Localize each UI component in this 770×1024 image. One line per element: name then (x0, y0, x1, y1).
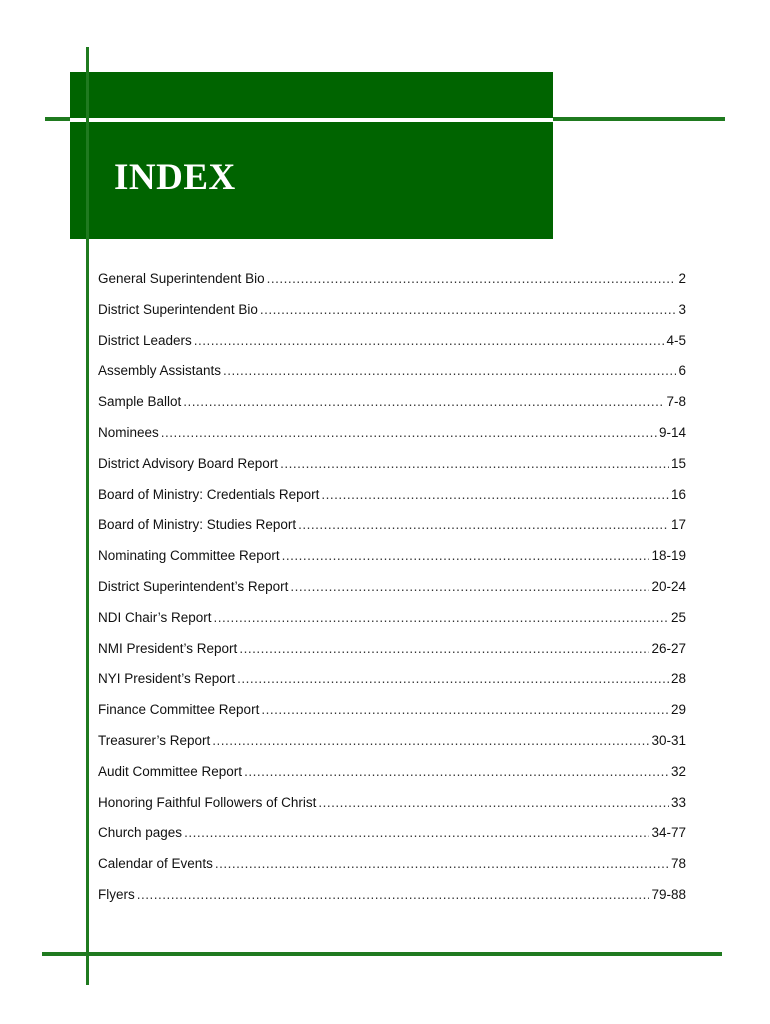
toc-leader-dots (298, 517, 669, 532)
toc-leader-dots (318, 795, 669, 810)
top-rule-right (553, 117, 725, 121)
toc-entry-label: Nominees (98, 424, 159, 440)
toc-entry-label: Honoring Faithful Followers of Christ (98, 794, 317, 810)
toc-entry[interactable] (98, 733, 686, 764)
toc-entry[interactable] (98, 302, 686, 333)
toc-leader-dots (280, 456, 669, 471)
toc-entry-page: 16 (670, 486, 686, 502)
toc-entry[interactable] (98, 887, 686, 918)
toc-entry-page: 26-27 (651, 640, 686, 656)
toc-entry-label: Sample Ballot (98, 394, 182, 410)
toc-entry-page: 29 (670, 702, 686, 718)
toc-entry-label: Calendar of Events (98, 856, 213, 872)
toc-entry[interactable] (98, 394, 686, 425)
toc-leader-dots (183, 394, 664, 409)
toc-leader-dots (237, 671, 669, 686)
toc-entry-page: 28 (670, 671, 686, 687)
toc-entry-label: District Advisory Board Report (98, 455, 279, 471)
toc-entry-page: 18-19 (651, 548, 686, 564)
toc-leader-dots (282, 548, 650, 563)
vertical-rule (86, 47, 89, 985)
toc-entry-page: 6 (678, 363, 686, 379)
toc-entry-page: 17 (670, 517, 686, 533)
toc-entry-page: 79-88 (651, 886, 686, 902)
toc-entry-label: Audit Committee Report (98, 763, 243, 779)
toc-leader-dots (137, 887, 650, 902)
toc-entry[interactable] (98, 517, 686, 548)
toc-entry-page: 34-77 (651, 825, 686, 841)
toc-leader-dots (184, 825, 649, 840)
toc-entry[interactable] (98, 825, 686, 856)
toc-leader-dots (260, 302, 677, 317)
bottom-rule (42, 952, 722, 956)
toc-entry-label: Nominating Committee Report (98, 548, 280, 564)
toc-leader-dots (244, 764, 669, 779)
toc-entry[interactable] (98, 333, 686, 364)
toc-entry-page: 32 (670, 763, 686, 779)
toc-entry[interactable] (98, 271, 686, 302)
toc-entry-page: 33 (670, 794, 686, 810)
toc-leader-dots (239, 641, 649, 656)
toc-entry-label: NDI Chair’s Report (98, 609, 212, 625)
toc-entry[interactable] (98, 610, 686, 641)
toc-leader-dots (161, 425, 657, 440)
toc-entry-label: Board of Ministry: Studies Report (98, 517, 297, 533)
toc-entry-label: District Superintendent’s Report (98, 578, 289, 594)
toc-entry[interactable] (98, 641, 686, 672)
toc-entry-page: 7-8 (666, 394, 686, 410)
toc-leader-dots (215, 856, 669, 871)
toc-entry[interactable] (98, 856, 686, 887)
toc-entry-label: General Superintendent Bio (98, 271, 265, 286)
toc-entry-label: District Leaders (98, 332, 192, 348)
toc-entry-page: 4-5 (666, 332, 686, 348)
toc-leader-dots (321, 487, 669, 502)
toc-leader-dots (194, 333, 665, 348)
page-title: INDEX (114, 157, 236, 198)
toc-leader-dots (261, 702, 669, 717)
toc-entry-page: 2 (678, 271, 686, 286)
toc-entry-page: 9-14 (658, 424, 686, 440)
toc-entry[interactable] (98, 764, 686, 795)
banner-divider (45, 118, 553, 122)
top-rule-left (45, 117, 70, 121)
toc-entry-label: Treasurer’s Report (98, 732, 211, 748)
toc-leader-dots (267, 271, 677, 286)
toc-entry-label: District Superintendent Bio (98, 301, 258, 317)
toc-entry-page: 20-24 (651, 578, 686, 594)
toc-entry[interactable] (98, 548, 686, 579)
toc-entry-label: NMI President’s Report (98, 640, 238, 656)
toc-entry[interactable] (98, 487, 686, 518)
toc-leader-dots (214, 610, 669, 625)
index-banner (70, 72, 553, 239)
toc-entry-label: Flyers (98, 886, 135, 902)
toc-entry-label: Church pages (98, 825, 183, 841)
toc-entry-label: NYI President’s Report (98, 671, 236, 687)
toc-leader-dots (223, 363, 676, 378)
toc-entry-page: 3 (678, 301, 686, 317)
toc-leader-dots (212, 733, 649, 748)
table-of-contents (98, 271, 686, 918)
toc-entry-page: 30-31 (651, 732, 686, 748)
toc-entry-label: Assembly Assistants (98, 363, 222, 379)
toc-entry[interactable] (98, 425, 686, 456)
toc-entry-page: 15 (670, 455, 686, 471)
toc-entry[interactable] (98, 671, 686, 702)
toc-entry[interactable] (98, 363, 686, 394)
toc-entry[interactable] (98, 456, 686, 487)
toc-entry[interactable] (98, 579, 686, 610)
toc-entry-page: 78 (670, 856, 686, 872)
toc-entry-label: Board of Ministry: Credentials Report (98, 486, 320, 502)
toc-leader-dots (290, 579, 649, 594)
toc-entry[interactable] (98, 702, 686, 733)
toc-entry-page: 25 (670, 609, 686, 625)
toc-entry-label: Finance Committee Report (98, 702, 260, 718)
toc-entry[interactable] (98, 795, 686, 826)
